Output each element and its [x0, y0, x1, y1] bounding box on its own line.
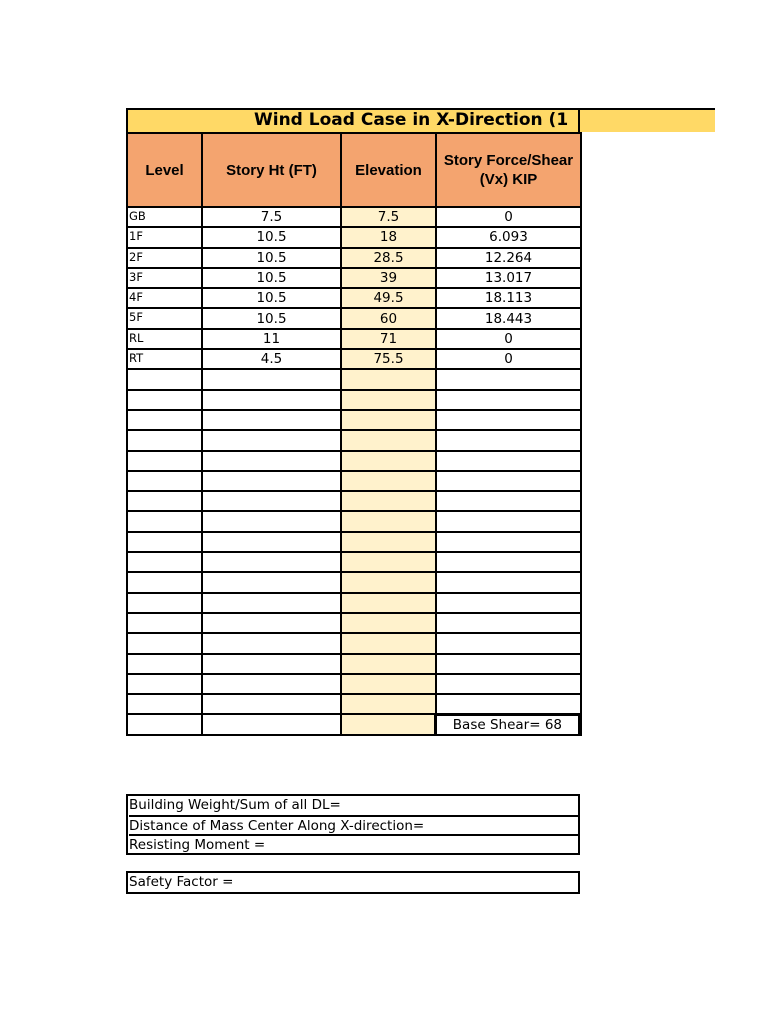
elevation-cell[interactable] — [341, 552, 436, 572]
level-cell[interactable]: 4F — [127, 288, 202, 308]
table-row — [127, 410, 581, 430]
force-cell[interactable]: 18.113 — [436, 288, 581, 308]
force-cell[interactable]: 18.443 — [436, 308, 581, 328]
force-cell[interactable] — [436, 410, 581, 430]
force-cell[interactable] — [436, 593, 581, 613]
elevation-cell[interactable] — [341, 451, 436, 471]
story-ht-cell[interactable] — [202, 572, 341, 592]
force-cell[interactable] — [436, 613, 581, 633]
table-row — [127, 329, 581, 349]
story-ht-cell[interactable]: 10.5 — [202, 308, 341, 328]
level-cell[interactable] — [127, 613, 202, 633]
story-ht-cell[interactable] — [202, 714, 341, 734]
force-cell[interactable]: 12.264 — [436, 248, 581, 268]
header-story-ht[interactable]: Story Ht (FT) — [202, 133, 341, 207]
elevation-cell[interactable] — [341, 694, 436, 714]
elevation-cell[interactable] — [341, 633, 436, 653]
story-ht-cell[interactable] — [202, 694, 341, 714]
elevation-cell[interactable]: 75.5 — [341, 349, 436, 369]
table-row — [127, 694, 581, 714]
elevation-cell[interactable] — [341, 390, 436, 410]
force-cell[interactable] — [436, 552, 581, 572]
story-ht-cell[interactable] — [202, 511, 341, 531]
level-cell[interactable]: 5F — [127, 308, 202, 328]
force-cell[interactable] — [436, 471, 581, 491]
story-ht-cell[interactable] — [202, 654, 341, 674]
force-cell[interactable] — [436, 390, 581, 410]
table-row — [127, 613, 581, 633]
story-ht-cell[interactable] — [202, 390, 341, 410]
level-cell[interactable] — [127, 410, 202, 430]
level-cell[interactable] — [127, 471, 202, 491]
force-cell[interactable] — [436, 674, 581, 694]
table-row — [127, 532, 581, 552]
table-body — [127, 207, 581, 735]
force-cell[interactable]: 0 — [436, 207, 581, 227]
story-ht-cell[interactable]: 11 — [202, 329, 341, 349]
level-cell[interactable] — [127, 390, 202, 410]
elevation-cell[interactable] — [341, 714, 436, 734]
force-cell[interactable] — [436, 633, 581, 653]
table-row — [127, 572, 581, 592]
level-cell[interactable] — [127, 511, 202, 531]
story-ht-cell[interactable] — [202, 613, 341, 633]
level-cell[interactable] — [127, 674, 202, 694]
sheet-title: Wind Load Case in X-Direction (1 — [254, 110, 569, 130]
header-row — [127, 133, 581, 207]
elevation-cell[interactable] — [341, 572, 436, 592]
table-row — [127, 654, 581, 674]
level-cell[interactable] — [127, 552, 202, 572]
elevation-cell[interactable]: 39 — [341, 268, 436, 288]
table-row — [127, 674, 581, 694]
force-cell[interactable] — [436, 694, 581, 714]
table-row — [127, 430, 581, 450]
force-cell[interactable] — [436, 451, 581, 471]
level-cell[interactable] — [127, 369, 202, 389]
story-ht-cell[interactable] — [202, 451, 341, 471]
elevation-cell[interactable] — [341, 654, 436, 674]
story-ht-cell[interactable]: 10.5 — [202, 227, 341, 247]
resisting-moment-cell[interactable]: Resisting Moment = — [129, 834, 578, 853]
story-ht-cell[interactable] — [202, 674, 341, 694]
elevation-cell[interactable]: 60 — [341, 308, 436, 328]
table-row — [127, 288, 581, 308]
header-elevation[interactable]: Elevation — [341, 133, 436, 207]
story-ht-cell[interactable]: 7.5 — [202, 207, 341, 227]
level-cell[interactable]: 1F — [127, 227, 202, 247]
story-ht-cell[interactable]: 10.5 — [202, 288, 341, 308]
story-ht-cell[interactable] — [202, 369, 341, 389]
story-ht-cell[interactable]: 10.5 — [202, 248, 341, 268]
table-row — [127, 349, 581, 369]
mass-center-cell[interactable]: Distance of Mass Center Along X-direction= — [129, 815, 578, 834]
header-story-force[interactable]: Story Force/Shear (Vx) KIP — [436, 133, 581, 207]
level-cell[interactable] — [127, 654, 202, 674]
level-cell[interactable] — [127, 532, 202, 552]
table-row — [127, 633, 581, 653]
table-row — [127, 451, 581, 471]
force-cell[interactable]: 6.093 — [436, 227, 581, 247]
level-cell[interactable] — [127, 694, 202, 714]
level-cell[interactable] — [127, 633, 202, 653]
elevation-cell[interactable] — [341, 471, 436, 491]
safety-factor-cell[interactable]: Safety Factor = — [129, 874, 234, 890]
force-cell[interactable] — [436, 532, 581, 552]
table-row — [127, 369, 581, 389]
table-row — [127, 491, 581, 511]
story-ht-cell[interactable] — [202, 633, 341, 653]
table-row — [127, 511, 581, 531]
table-row — [127, 207, 581, 227]
force-cell[interactable] — [436, 491, 581, 511]
table-row — [127, 552, 581, 572]
elevation-cell[interactable] — [341, 430, 436, 450]
level-cell[interactable]: RT — [127, 349, 202, 369]
force-cell[interactable]: 0 — [436, 329, 581, 349]
story-ht-cell[interactable]: 4.5 — [202, 349, 341, 369]
force-cell[interactable] — [436, 430, 581, 450]
elevation-cell[interactable]: 49.5 — [341, 288, 436, 308]
elevation-cell[interactable] — [341, 511, 436, 531]
level-cell[interactable] — [127, 451, 202, 471]
level-cell[interactable] — [127, 430, 202, 450]
force-cell[interactable] — [436, 511, 581, 531]
table-row — [127, 227, 581, 247]
wind-load-table — [126, 132, 582, 736]
force-cell[interactable]: 0 — [436, 349, 581, 369]
level-cell[interactable]: GB — [127, 207, 202, 227]
elevation-cell[interactable] — [341, 532, 436, 552]
story-ht-cell[interactable] — [202, 491, 341, 511]
table-row — [127, 248, 581, 268]
table-row — [127, 268, 581, 288]
building-weight-cell[interactable]: Building Weight/Sum of all DL= — [129, 797, 341, 813]
elevation-cell[interactable] — [341, 593, 436, 613]
level-cell[interactable] — [127, 572, 202, 592]
table-row — [127, 471, 581, 491]
level-cell[interactable] — [127, 593, 202, 613]
table-row — [127, 593, 581, 613]
elevation-cell[interactable] — [341, 491, 436, 511]
story-ht-cell[interactable] — [202, 430, 341, 450]
safety-factor-box — [126, 871, 580, 894]
elevation-cell[interactable] — [341, 613, 436, 633]
level-cell[interactable] — [127, 714, 202, 734]
elevation-cell[interactable]: 18 — [341, 227, 436, 247]
force-cell[interactable] — [436, 572, 581, 592]
table-row — [127, 390, 581, 410]
elevation-cell[interactable]: 71 — [341, 329, 436, 349]
story-ht-cell[interactable] — [202, 593, 341, 613]
table-row — [127, 308, 581, 328]
story-ht-cell[interactable] — [202, 552, 341, 572]
elevation-cell[interactable]: 28.5 — [341, 248, 436, 268]
summary-box — [126, 794, 580, 855]
level-cell[interactable]: 2F — [127, 248, 202, 268]
level-cell[interactable] — [127, 491, 202, 511]
story-ht-cell[interactable] — [202, 410, 341, 430]
force-cell[interactable]: 13.017 — [436, 268, 581, 288]
elevation-cell[interactable]: 7.5 — [341, 207, 436, 227]
story-ht-cell[interactable] — [202, 532, 341, 552]
elevation-cell[interactable] — [341, 410, 436, 430]
force-cell[interactable] — [436, 654, 581, 674]
elevation-cell[interactable] — [341, 369, 436, 389]
base-shear-cell[interactable]: Base Shear= 68 — [434, 714, 580, 736]
story-ht-cell[interactable] — [202, 471, 341, 491]
elevation-cell[interactable] — [341, 674, 436, 694]
header-level[interactable]: Level — [127, 133, 202, 207]
force-cell[interactable] — [436, 369, 581, 389]
level-cell[interactable]: 3F — [127, 268, 202, 288]
story-ht-cell[interactable]: 10.5 — [202, 268, 341, 288]
level-cell[interactable]: RL — [127, 329, 202, 349]
